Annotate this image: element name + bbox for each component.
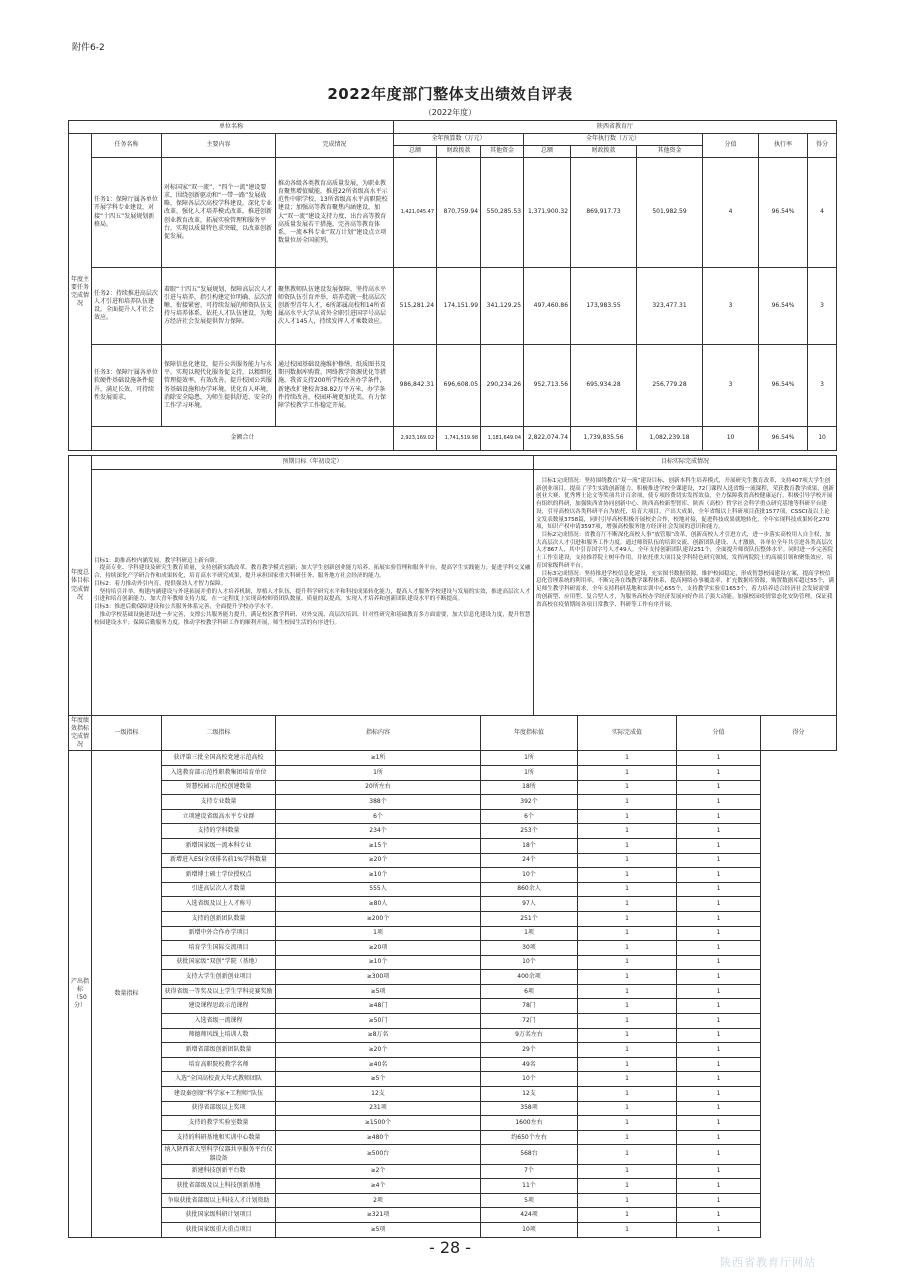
indicator-row	[69, 1179, 837, 1194]
indicator-target: ≥50门	[276, 1014, 481, 1029]
indicator-content: 支持的创新团队数量	[162, 911, 276, 926]
total-row	[69, 427, 837, 451]
indicator-row	[69, 1101, 837, 1116]
indicator-value: 1	[578, 1145, 677, 1164]
indicator-content: 入选省级及以上人才称号	[162, 897, 276, 912]
indicator-actual: 400余项	[481, 970, 578, 985]
indicator-content: 新建科技创新平台数	[162, 1164, 276, 1179]
indicator-content: 获评第三批全国高校党建示范高校	[162, 751, 276, 766]
total-rate: 96.54%	[759, 427, 808, 451]
indicator-score: 1	[677, 1116, 761, 1131]
indicator-score: 1	[677, 1222, 761, 1237]
indicator-value: 1	[578, 1014, 677, 1029]
indicator-row	[69, 838, 837, 853]
indicator-content: 新增中外合作办学项目	[162, 926, 276, 941]
indicator-score: 1	[677, 984, 761, 999]
indicator-content: 获批国家级重大重点项目	[162, 1222, 276, 1237]
indicator-value: 1	[578, 868, 677, 883]
header-exec-group: 全年执行数（万元）	[524, 134, 703, 146]
goal-paragraph: 目标3完成情况：坚持推进学校信息化建设，充实图书数据资源，维护校园稳定，形成智慧校园建设方案，提高学校信息化管理系统的利用率，不断完善在线教学课程体系，提高网络办事覆盖率，扩充数据库资源，购置数据库超过55个，满足师生教学科研需求，全年支持科研基地和实训中心655个，支持教学实验室1653个，着力培养适合经济社会发展需要的创新型、应用型、复合型人才，为服务高校办学经济发展向好作出了强大动能。加强校园疫情常态化安防管理，保证我省高校在疫情期间各项日常教学、科研等工作有序开展。	[536, 570, 834, 608]
goal-paragraph: 提高专业、学科建设及研究生教育质量，支持创新实践改革、教育教学模式创新；加大学生创新创业能力培养，拓展实验管理和服务平台，提高学生实践能力；促进学科交叉融合，持续深化产学研合作和成果转化，培育高水平研究成果，提升承担国家重大科研任务、服务地方社会经济的能力。	[94, 565, 531, 580]
indicator-actual: 860余人	[481, 882, 578, 897]
indicator-target: ≥15个	[276, 838, 481, 853]
indicator-target: 2项	[276, 1193, 481, 1208]
indicator-value: 1	[578, 897, 677, 912]
task-value: 3	[703, 345, 759, 427]
indicator-actual: 5项	[481, 1193, 578, 1208]
task-rate: 96.54%	[759, 158, 808, 268]
total-value: 10	[703, 427, 759, 451]
goal-paragraph: 推动学校基础设施建设进一步完善，支撑公共服务能力提升，满足校区教学科研、对外交流、高层次培训、针对性研究和基础教育多方面需要，加大信息化建设力度，提升智慧校园建设水平；保障后勤服务力度，推动学校教学科研工作的顺利开展，师生校园生活的有序进行。	[94, 611, 531, 626]
indicator-content: 支持的教学实验室数量	[162, 1116, 276, 1131]
indicator-value: 1	[578, 882, 677, 897]
total-exec-fiscal: 1,739,835.56	[571, 427, 637, 451]
section-label-indicators: 年度绩效指标完成情况	[69, 716, 92, 751]
goal-paragraph: 目标3：推进后勤保障建设和公共服务体系完善，全面提升学校办学水平。	[94, 604, 277, 611]
indicator-value: 1	[578, 1043, 677, 1058]
indicator-target: ≥2个	[276, 1164, 481, 1179]
indicator-actual: 1所	[481, 751, 578, 766]
task-exec-total: 1,371,900.32	[524, 158, 571, 268]
indicator-actual: 29个	[481, 1043, 578, 1058]
indicator-value: 1	[578, 765, 677, 780]
indicator-content: 智慧校园示范校创建数量	[162, 780, 276, 795]
indicator-content: 支持的科研基地和实训中心数量	[162, 1130, 276, 1145]
indicator-value: 1	[578, 984, 677, 999]
indicator-score: 1	[677, 1193, 761, 1208]
task-exec-fiscal: 173,983.55	[571, 268, 637, 345]
indicator-target: ≥20项	[276, 941, 481, 956]
task-completion: 聚焦教师队伍建设发展保障，坚持高水平师资队伍引育并举，培养造就一批高层次创新型青年人才，6所部属高校和14所省属高水平大学从省外全职引进国字号高层次人才145人，持续发挥人才乘数效应。	[276, 268, 394, 345]
task-value: 4	[703, 158, 759, 268]
header-exec-fiscal: 财政拨款	[571, 146, 637, 158]
indicator-actual: 6个	[481, 809, 578, 824]
task-row	[69, 158, 837, 268]
indicator-row	[69, 955, 837, 970]
indicator-score: 1	[677, 941, 761, 956]
indicator-value: 1	[578, 780, 677, 795]
indicator-target: ≥20个	[276, 853, 481, 868]
watermark: 陕西省教育厅网站	[720, 1256, 816, 1269]
indicator-content: 新增省部级创新团队数量	[162, 1043, 276, 1058]
indicator-target: ≥321项	[276, 1208, 481, 1223]
indicator-content: 建设秦创原“科学家+工程师”队伍	[162, 1087, 276, 1102]
page-number: - 28 -	[428, 1238, 472, 1257]
indicator-content: 培育高职院校教学名师	[162, 1057, 276, 1072]
indicator-row	[69, 780, 837, 795]
task-name: 任务1：保障厅属各单位开展学科专业建设，对接“十四五”发展规划新格局。	[92, 158, 162, 268]
indicator-actual: 24个	[481, 853, 578, 868]
actual-goal-header: 目标实际完成情况	[534, 456, 837, 470]
indicator-target: 20所左右	[276, 780, 481, 795]
indicator-actual: 49名	[481, 1057, 578, 1072]
indicator-actual: 253个	[481, 824, 578, 839]
indicator-score: 1	[677, 1164, 761, 1179]
goal-paragraph: 目标1：助推高校内涵发展，教学科研迈上新台阶。	[94, 557, 221, 564]
indicator-content: 获批省部级及以上科技创新基地	[162, 1179, 276, 1194]
task-rate: 96.54%	[759, 268, 808, 345]
indicator-target: ≥5个	[276, 1072, 481, 1087]
goal-paragraph: 坚持培引并举，构建内涵建设与外延拓展并重的人才培养机制，厚植人才队伍，提升科学研究水平和科技成果转化能力，提高人才服务学校建设与发展的实效，推进高层次人才引进和培育创新能力，加大青年教师支持力度，在一定程度上实现高校师资团队数量、质量的双提高，实现人才培养和创新团队建设水平的不断提高。	[94, 588, 531, 603]
indicator-value: 1	[578, 911, 677, 926]
indicator-score: 1	[677, 1014, 761, 1029]
indicator-content: 获批国家级科研计划项目	[162, 1208, 276, 1223]
task-budget-fiscal: 174,151.99	[437, 268, 481, 345]
indicator-actual: 10个	[481, 955, 578, 970]
total-budget-fiscal: 1,741,519.98	[437, 427, 481, 451]
indicator-score: 1	[677, 911, 761, 926]
task-exec-total: 952,713.56	[524, 345, 571, 427]
indicator-target: 234个	[276, 824, 481, 839]
indicator-score: 1	[677, 1028, 761, 1043]
indicator-value: 1	[578, 853, 677, 868]
indicator-content: 获得省级一等奖及以上学生学科竞赛奖励	[162, 984, 276, 999]
indicator-target: 1所	[276, 765, 481, 780]
task-budget-total: 515,281.24	[394, 268, 437, 345]
header-completion: 完成情况	[276, 134, 394, 158]
indicator-content: 支持专业数量	[162, 795, 276, 810]
task-exec-other: 256,779.28	[637, 345, 703, 427]
indicator-table	[68, 715, 837, 1238]
task-exec-total: 497,460.86	[524, 268, 571, 345]
indicator-target: ≥300项	[276, 970, 481, 985]
task-budget-table	[68, 120, 837, 451]
task-score: 3	[808, 345, 837, 427]
indicator-actual: 6项	[481, 984, 578, 999]
indicator-content: 争取获批省部级以上科技人才计划资助	[162, 1193, 276, 1208]
indicator-row	[69, 1145, 837, 1164]
header-score: 得分	[808, 134, 837, 158]
total-exec-total: 2,822,074.74	[524, 427, 571, 451]
task-exec-fiscal: 695,934.28	[571, 345, 637, 427]
indicator-value: 1	[578, 1130, 677, 1145]
page-subtitle: （2022年度）	[423, 108, 477, 117]
indicator-score: 1	[677, 751, 761, 766]
indicator-score: 1	[677, 1179, 761, 1194]
header-value: 分值	[677, 716, 761, 751]
header-main-content: 主要内容	[162, 134, 276, 158]
indicator-actual: 424项	[481, 1208, 578, 1223]
total-exec-other: 1,082,239.18	[637, 427, 703, 451]
indicator-value: 1	[578, 809, 677, 824]
indicator-actual: 30项	[481, 941, 578, 956]
task-budget-other: 550,285.53	[481, 158, 524, 268]
indicator-value: 1	[578, 824, 677, 839]
indicator-target: 231项	[276, 1101, 481, 1116]
task-exec-other: 323,477.31	[637, 268, 703, 345]
header-target: 年度指标值	[481, 716, 578, 751]
indicator-value: 1	[578, 1222, 677, 1237]
indicator-score: 1	[677, 809, 761, 824]
level2-indicator: 数量指标	[92, 751, 162, 1237]
section-label-goals: 年度总体目标完成情况	[69, 456, 92, 716]
indicator-score: 1	[677, 1057, 761, 1072]
indicator-row	[69, 1014, 837, 1029]
header-actual: 实际完成值	[578, 716, 677, 751]
indicator-score: 1	[677, 1087, 761, 1102]
indicator-target: ≥10个	[276, 868, 481, 883]
header-budget-group: 全年预算数（万元）	[394, 134, 524, 146]
indicator-target: 555人	[276, 882, 481, 897]
indicator-row	[69, 853, 837, 868]
indicator-target: 1项	[276, 926, 481, 941]
indicator-value: 1	[578, 1164, 677, 1179]
actual-goal-text	[534, 470, 837, 716]
task-exec-fiscal: 869,917.73	[571, 158, 637, 268]
indicator-target: ≥4个	[276, 1179, 481, 1194]
task-score: 3	[808, 268, 837, 345]
task-score: 4	[808, 158, 837, 268]
indicator-target: ≥80人	[276, 897, 481, 912]
indicator-target: 12支	[276, 1087, 481, 1102]
indicator-content: 入选“全国高校黄大年式教师团队	[162, 1072, 276, 1087]
indicator-content: 培育学生国际交流项目	[162, 941, 276, 956]
indicator-actual: 1600左右	[481, 1116, 578, 1131]
indicator-target: 388个	[276, 795, 481, 810]
indicator-score: 1	[677, 897, 761, 912]
task-budget-other: 341,129.25	[481, 268, 524, 345]
indicator-row	[69, 1208, 837, 1223]
indicator-score: 1	[677, 868, 761, 883]
indicator-score: 1	[677, 882, 761, 897]
indicator-row	[69, 765, 837, 780]
indicator-score: 1	[677, 999, 761, 1014]
task-value: 3	[703, 268, 759, 345]
indicator-score: 1	[677, 780, 761, 795]
indicator-value: 1	[578, 1193, 677, 1208]
task-budget-fiscal: 696,608.05	[437, 345, 481, 427]
indicator-actual: 78门	[481, 999, 578, 1014]
indicator-target: 6个	[276, 809, 481, 824]
task-exec-other: 501,982.59	[637, 158, 703, 268]
header-score: 得分	[761, 716, 837, 751]
unit-name-value: 陕西省教育厅	[394, 121, 837, 134]
indicator-score: 1	[677, 955, 761, 970]
task-row	[69, 345, 837, 427]
indicator-actual: 7个	[481, 1164, 578, 1179]
indicator-content: 入选省级一流课程	[162, 1014, 276, 1029]
indicator-score: 1	[677, 1101, 761, 1116]
indicator-actual: 10个	[481, 868, 578, 883]
header-budget-other: 其他资金	[481, 146, 524, 158]
header-exec-other: 其他资金	[637, 146, 703, 158]
indicator-content: 引进高层次人才数量	[162, 882, 276, 897]
task-rate: 96.54%	[759, 345, 808, 427]
indicator-content: 获得省部级以上奖项	[162, 1101, 276, 1116]
indicator-score: 1	[677, 824, 761, 839]
header-exec-rate: 执行率	[759, 134, 808, 158]
indicator-actual: 251个	[481, 911, 578, 926]
total-label: 金额合计	[92, 427, 394, 451]
indicator-actual: 392个	[481, 795, 578, 810]
indicator-actual: 568台	[481, 1145, 578, 1164]
task-completion: 推动各级各类教育高质量发展，为职业教育聚焦增值赋能，推进22所省级高水平示范性中职学校、13所省级高水平高职院校建设；加强高等教育聚焦内涵建设，加大“双一流”建设支持力度，出台高等教育高质量发展若干措施，完善高等教育体系，一流本科专业“双万计划”建设点立项数量位居全国前列。	[276, 158, 394, 268]
indicator-row	[69, 751, 837, 766]
header-task-name: 任务名称	[92, 134, 162, 158]
indicator-content: 支持的学科数量	[162, 824, 276, 839]
indicator-value: 1	[578, 1028, 677, 1043]
indicator-actual: 97人	[481, 897, 578, 912]
indicator-value: 1	[578, 1087, 677, 1102]
indicator-actual: 1项	[481, 926, 578, 941]
indicator-value: 1	[578, 1179, 677, 1194]
indicator-score: 1	[677, 795, 761, 810]
goals-table	[68, 455, 837, 716]
task-budget-other: 290,234.26	[481, 345, 524, 427]
total-budget-total: 2,923,169.02	[394, 427, 437, 451]
header-level1: 一级指标	[92, 716, 162, 751]
indicator-actual: 18个	[481, 838, 578, 853]
indicator-content: 立项建设省级高水平专业群	[162, 809, 276, 824]
task-completion: 通过校园基础设施维护修缮、纸质图书及期刊数据库购置、网络教学资源优化等措施，我省支持200所学校改善办学条件，新建改扩建校舍38.82万平方米，办学条件持续改善，校园环境更加优美，有力保障学校教学工作稳定开展。	[276, 345, 394, 427]
task-budget-total: 986,842.31	[394, 345, 437, 427]
indicator-row	[69, 795, 837, 810]
indicator-value: 1	[578, 970, 677, 985]
indicator-row	[69, 824, 837, 839]
indicator-row	[69, 1087, 837, 1102]
indicator-content: 纳入陕西省大型科学仪器共享服务平台仪器设备	[162, 1145, 276, 1164]
indicator-row	[69, 1116, 837, 1131]
indicator-value: 1	[578, 1057, 677, 1072]
header-budget-fiscal: 财政拨款	[437, 146, 481, 158]
task-content: 对标国家“双一流”、“四个一流”建设要求，围绕创新驱动和“一带一路”发展战略，保障各层次高校学科建设，深化专业改革，强化人才培养模式改革，推进创新创业教育改革，拓展实验管理和服务平台，实现以质量特色求突破，以改革创新促发展。	[162, 158, 276, 268]
header-level2: 二级指标	[162, 716, 276, 751]
indicator-score: 1	[677, 1145, 761, 1164]
indicator-value: 1	[578, 1208, 677, 1223]
indicator-content: 建设课程思政示范课程	[162, 999, 276, 1014]
task-budget-total: 1,421,045.47	[394, 158, 437, 268]
indicator-row	[69, 984, 837, 999]
indicator-row	[69, 1164, 837, 1179]
task-row	[69, 268, 837, 345]
indicator-score: 1	[677, 926, 761, 941]
task-content: 保障信息化建设，提升公共服务能力与水平。实现以现代化服务促支持，以精细化管理提效率，有效改善、提升校园公共服务基础设施和办学环境，优化育人环境，消除安全隐患，为师生提供舒适、安全的工作学习环境。	[162, 345, 276, 427]
indicator-score: 1	[677, 853, 761, 868]
indicator-content: 获批国家级“双创”学院（基地）	[162, 955, 276, 970]
indicator-value: 1	[578, 941, 677, 956]
unit-name-label: 单位名称	[69, 121, 394, 134]
indicator-score: 1	[677, 1130, 761, 1145]
indicator-content: 入选教育部示范性职教集团培育单位	[162, 765, 276, 780]
task-name: 任务2：持续推进高层次人才引进和培养队伍建设，全面提升人才社会效应。	[92, 268, 162, 345]
header-score-value: 分值	[703, 134, 759, 158]
indicator-actual: 12支	[481, 1087, 578, 1102]
indicator-target: ≥40名	[276, 1057, 481, 1072]
indicator-value: 1	[578, 955, 677, 970]
indicator-score: 1	[677, 838, 761, 853]
indicator-row	[69, 1193, 837, 1208]
indicator-score: 1	[677, 970, 761, 985]
indicator-score: 1	[677, 1072, 761, 1087]
indicator-score: 1	[677, 765, 761, 780]
section-label-tasks: 年度主要任务完成情况	[69, 134, 92, 451]
indicator-row	[69, 1222, 837, 1237]
indicator-row	[69, 926, 837, 941]
task-content: 着眼“十四五”发展规划，保障高层次人才引进与培养，指引构建定位明确、层次清晰、衔接紧密、可持续发展的师资队伍支持与培养体系，依托人才队伍建设，为地方经济社会发展提供智力保障。	[162, 268, 276, 345]
goal-paragraph: 目标1完成情况：坚持围绕教育“双一流”建设目标，创新本科生培养模式，开展研究生教育改革，支持407项大学生创新创业项目，提高了学生实践创新能力，积极推进学校全课建设，72门课程入选省级一流课程，荣获教育教学成果、创新创业大赛、优秀博士论文等奖项共计百余项，使专项经费切实发挥效益，全力保障我省高校健康运行。积极引导学校开展有组织的科研，加强陕西省协同创新中心、陕西高校新型智库、陕西（高校）哲学社会科学重点研究基地等科研平台建设，引导高校以各类科研平台为依托，培育大项目，产出大成果，全年省级以上科研项目获批1577项，CSSCI及以上论文发表数量3758篇，同时引导高校积极开展校企合作，校地对接，促进科技成果就地转化，全年实现科技成果转化270项，知识产权申请3597项，增强高校服务地方经济社会发展的意识和能力。	[536, 478, 834, 531]
indicator-row	[69, 809, 837, 824]
indicator-content: 师德师风线上培训人数	[162, 1028, 276, 1043]
indicator-row	[69, 1028, 837, 1043]
expected-goal-header: 预期目标（年初设定）	[92, 456, 534, 470]
indicator-target: ≥10个	[276, 955, 481, 970]
task-name: 任务3：保障厅属各单位软硬件基础设施条件提升，满足长效、可持续性发展需求。	[92, 345, 162, 427]
indicator-row	[69, 868, 837, 883]
indicator-target: ≥5项	[276, 984, 481, 999]
task-budget-fiscal: 870,759.94	[437, 158, 481, 268]
indicator-content: 支持大学生创新创业项目	[162, 970, 276, 985]
indicator-target: ≥200个	[276, 911, 481, 926]
indicator-value: 1	[578, 838, 677, 853]
indicator-actual: 72门	[481, 1014, 578, 1029]
indicator-row	[69, 1130, 837, 1145]
header-exec-total: 总额	[524, 146, 571, 158]
indicator-content: 新增博士硕士学位授权点	[162, 868, 276, 883]
page-title: 2022年度部门整体支出绩效自评表	[327, 85, 573, 103]
indicator-target: ≥20个	[276, 1043, 481, 1058]
indicator-target: ≥5项	[276, 1222, 481, 1237]
indicator-score: 1	[677, 1208, 761, 1223]
indicator-actual: 358项	[481, 1101, 578, 1116]
indicator-row	[69, 882, 837, 897]
goal-paragraph: 目标2：着力推动外引内育，提供强劲人才智力保障。	[94, 580, 227, 587]
indicator-row	[69, 1072, 837, 1087]
indicator-value: 1	[578, 1101, 677, 1116]
indicator-actual: 1所	[481, 765, 578, 780]
header-budget-total: 总额	[394, 146, 437, 158]
indicator-actual: 9万名左右	[481, 1028, 578, 1043]
indicator-value: 1	[578, 926, 677, 941]
indicator-actual: 18所	[481, 780, 578, 795]
header-indicator-content: 指标内容	[276, 716, 481, 751]
indicator-value: 1	[578, 1072, 677, 1087]
indicator-actual: 10个	[481, 1072, 578, 1087]
indicator-actual: 10项	[481, 1222, 578, 1237]
indicator-target: ≥480个	[276, 1130, 481, 1145]
indicator-row	[69, 897, 837, 912]
indicator-target: ≥500台	[276, 1145, 481, 1164]
indicator-content: 新增国家级一流本科专业	[162, 838, 276, 853]
indicator-row	[69, 911, 837, 926]
indicator-content: 新增进入ESI全球排名前1%学科数量	[162, 853, 276, 868]
indicator-row	[69, 941, 837, 956]
indicator-actual: 约650个左右	[481, 1130, 578, 1145]
indicator-row	[69, 970, 837, 985]
total-score: 10	[808, 427, 837, 451]
expected-goal-text	[92, 470, 534, 716]
indicator-target: ≥8万名	[276, 1028, 481, 1043]
indicator-row	[69, 999, 837, 1014]
indicator-target: ≥1所	[276, 751, 481, 766]
indicator-value: 1	[578, 795, 677, 810]
indicator-value: 1	[578, 751, 677, 766]
indicator-target: ≥48门	[276, 999, 481, 1014]
goal-paragraph: 目标2完成情况：省教育厅不断深化高校人事“放管服”改革，创新高校人才引进方式，进一步落实高校用人自主权，加大高层次人才引进和服务工作力度。通过师资队伍的培训交流、创新团队建设、人才激励，各单位全年共引进各类高层次人才867人，其中引育国字号人才49人，全年支持创新团队建设251个，全面提升师资队伍整体水平。同时进一步完善院士工作室建设，支持推荐院士树年作用，并依托重大项目及学科特色研究领域，发挥两院院士的高端引领和聚集效应，培育国家级科研平台。	[536, 532, 833, 569]
attachment-label: 附件6-2	[72, 43, 105, 53]
indicator-value: 1	[578, 999, 677, 1014]
indicator-row	[69, 1043, 837, 1058]
total-budget-other: 1,181,649.04	[481, 427, 524, 451]
indicator-actual: 11个	[481, 1179, 578, 1194]
indicator-row	[69, 1057, 837, 1072]
indicator-value: 1	[578, 1116, 677, 1131]
indicator-target: ≥1500个	[276, 1116, 481, 1131]
indicator-score: 1	[677, 1043, 761, 1058]
level1-indicator: 产出指标（50分）	[69, 751, 92, 1237]
